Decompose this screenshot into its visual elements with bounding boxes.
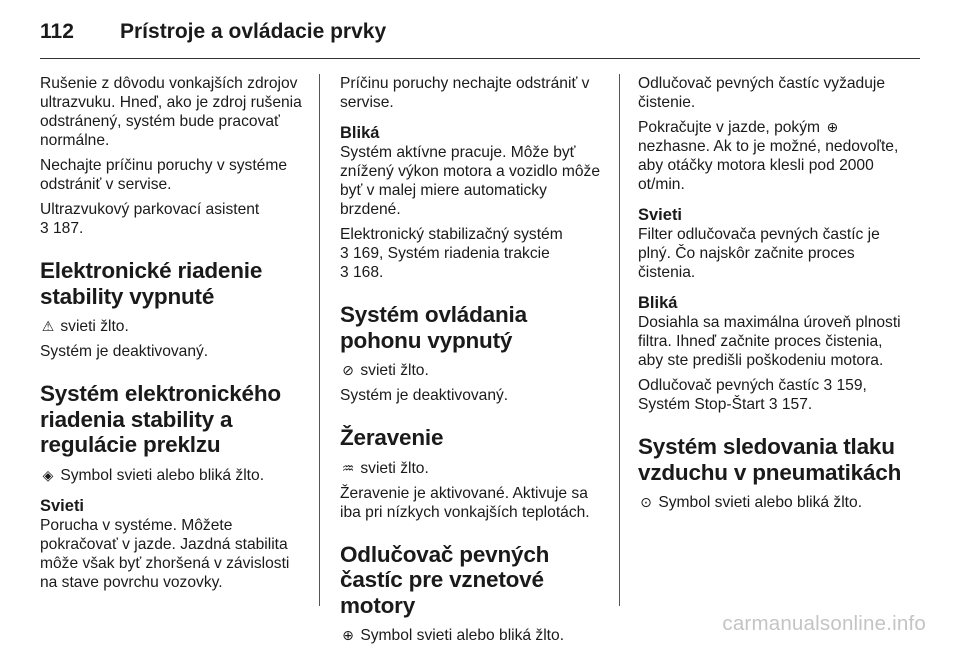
reference-text: Systém Stop-Štart xyxy=(638,396,765,413)
paragraph: Žeravenie je aktivované. Aktivuje sa iba pri nízkych vonkajších teplotách. xyxy=(340,484,590,521)
reference xyxy=(340,225,608,282)
symbol-text: Symbol svieti alebo bliká žlto. xyxy=(658,494,863,511)
paragraph-text: nezhasne. Ak to je možné, nedovoľte, aby otáčky motora klesli pod 2000 ot/min. xyxy=(638,138,899,193)
dpf-icon: ⊕ xyxy=(826,119,839,135)
page-reference: 3 169, Systém riadenia trakcie xyxy=(340,245,550,262)
symbol-text: svieti žlto. xyxy=(360,459,429,477)
paragraph xyxy=(638,118,910,194)
section-heading: Systém sledovania tlaku vzduchu v pneumatikách xyxy=(638,434,902,485)
column-divider xyxy=(319,74,320,606)
page-header xyxy=(40,18,920,59)
paragraph: Rušenie z dôvodu vonkajších zdrojov ultrazvuku. Hneď, ako je zdroj rušenia odstránený, systém bude pracovať normálne. xyxy=(40,75,302,149)
page-reference: 3 168. xyxy=(340,264,384,281)
glow-plug-icon: ♒ xyxy=(341,459,355,476)
dpf-icon: ⊕ xyxy=(342,627,354,643)
symbol-line xyxy=(340,626,608,645)
reference-text: Elektronický stabilizačný systém xyxy=(340,226,563,243)
column-2 xyxy=(340,74,608,651)
column-divider xyxy=(619,74,620,606)
page-reference: 3 187. xyxy=(40,220,84,237)
reference xyxy=(638,376,910,414)
subheading: Bliká xyxy=(340,124,380,142)
symbol-line xyxy=(40,317,308,336)
reference-text: Ultrazvukový parkovací asistent xyxy=(40,201,260,218)
section-heading: Systém ovládania pohonu vypnutý xyxy=(340,302,527,353)
subheading: Bliká xyxy=(638,294,678,312)
paragraph: Porucha v systéme. Môžete pokračovať v jazde. Jazdná stabilita môže však byť zhoršená v závislosti na stave povrchu vozovky. xyxy=(40,516,290,591)
symbol-text: Symbol svieti alebo bliká žlto. xyxy=(360,627,565,644)
paragraph: Systém je deaktivovaný. xyxy=(340,387,509,404)
paragraph: Odlučovač pevných častíc vyžaduje čistenie. xyxy=(638,75,886,111)
traction-off-icon: ⊘ xyxy=(342,362,354,378)
symbol-line xyxy=(40,466,308,485)
reference-text: Odlučovač pevných častíc xyxy=(638,377,820,394)
esc-icon: ◈ xyxy=(42,466,54,483)
paragraph: Systém aktívne pracuje. Môže byť znížený výkon motora a vozidlo môže byť v malej miere automaticky brzdené. xyxy=(340,144,601,218)
paragraph: Dosiahla sa maximálna úroveň plnosti filtra. Ihneď začnite proces čistenia, aby ste predišli poškodeniu motora. xyxy=(638,314,901,369)
symbol-line xyxy=(340,361,608,380)
page-title: Prístroje a ovládacie prvky xyxy=(120,20,387,43)
section-heading: Elektronické riadenie stability vypnuté xyxy=(40,258,263,309)
symbol-text: svieti žlto. xyxy=(360,362,429,379)
page-reference: 3 157. xyxy=(768,396,813,413)
paragraph: Príčinu poruchy nechajte odstrániť v servise. xyxy=(340,75,590,111)
paragraph-text: Pokračujte v jazde, pokým xyxy=(638,119,821,136)
tire-pressure-icon: ⊙ xyxy=(640,494,652,510)
section-heading: Systém elektronického riadenia stability a regulácie preklzu xyxy=(40,381,281,457)
symbol-line xyxy=(638,493,910,512)
esc-off-icon: ⚠ xyxy=(41,318,55,334)
page-reference: 3 159, xyxy=(823,377,867,394)
watermark: carmanualsonline.info xyxy=(722,612,926,635)
symbol-line xyxy=(340,459,608,478)
column-3 xyxy=(638,74,910,518)
page-number: 112 xyxy=(40,20,74,43)
reference xyxy=(40,200,308,238)
column-1 xyxy=(40,74,308,598)
section-heading: Žeravenie xyxy=(340,425,444,450)
paragraph: Filter odlučovača pevných častíc je plný. Čo najskôr začnite proces čistenia. xyxy=(638,226,880,281)
symbol-text: Symbol svieti alebo bliká žlto. xyxy=(60,466,265,484)
section-heading: Odlučovač pevných častíc pre vznetové motory xyxy=(340,541,550,618)
paragraph: Nechajte príčinu poruchy v systéme odstrániť v servise. xyxy=(40,157,288,193)
subheading: Svieti xyxy=(638,206,683,224)
paragraph: Systém je deaktivovaný. xyxy=(40,343,209,360)
subheading: Svieti xyxy=(40,496,85,515)
symbol-text: svieti žlto. xyxy=(60,318,129,335)
